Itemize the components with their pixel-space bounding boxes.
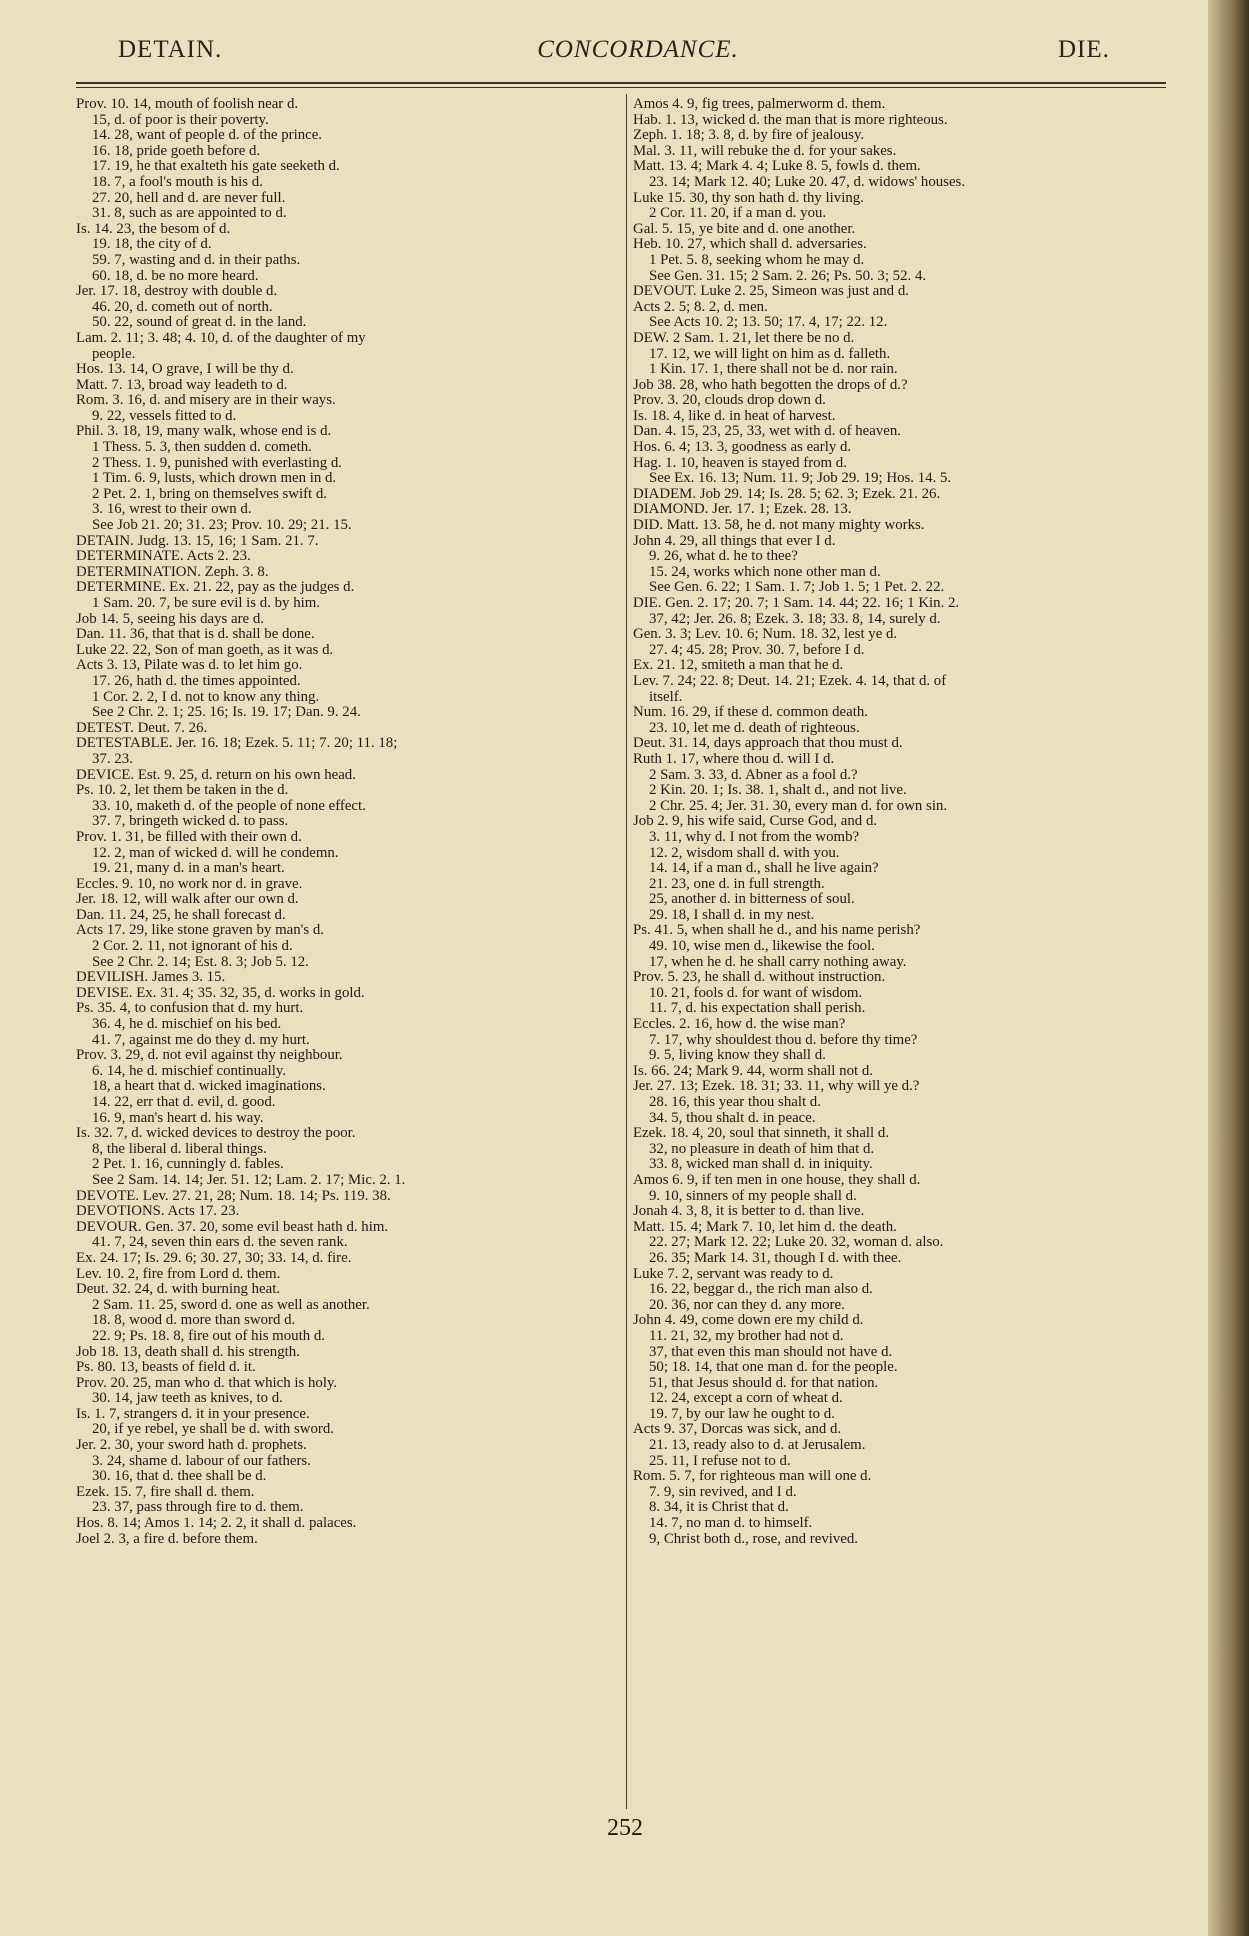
- entry-line: Mal. 3. 11, will rebuke the d. for your sakes.: [633, 143, 897, 159]
- entry-line: Prov. 10. 14, mouth of foolish near d.: [76, 97, 299, 112]
- entry-line: 11. 7, d. his expectation shall perish.: [649, 1001, 866, 1017]
- entry-line: Dan. 4. 15, 23, 25, 33, wet with d. of heaven.: [633, 424, 901, 440]
- entry-line: 2 Kin. 20. 1; Is. 38. 1, shalt d., and not live.: [649, 783, 907, 799]
- entry-line: 25, another d. in bitterness of soul.: [649, 892, 855, 908]
- entry-line: Deut. 31. 14, days approach that thou must d.: [633, 736, 903, 752]
- entry-line: Hos. 13. 14, O grave, I will be thy d.: [76, 362, 294, 378]
- entry-line: 8. 34, it is Christ that d.: [649, 1500, 789, 1516]
- entry-line: Num. 16. 29, if these d. common death.: [633, 705, 868, 721]
- entry-line: 14. 22, err that d. evil, d. good.: [92, 1095, 276, 1110]
- entry-line: 17, when he d. he shall carry nothing away.: [649, 954, 907, 970]
- entry-line: 41. 7, 24, seven thin ears d. the seven rank.: [92, 1235, 348, 1251]
- entry-line: Jer. 17. 18, destroy with double d.: [76, 284, 278, 300]
- entry-line: DETEST. Deut. 7. 26.: [76, 720, 208, 736]
- entry-line: 34. 5, thou shalt d. in peace.: [649, 1110, 816, 1126]
- entry-line: 29. 18, I shall d. in my nest.: [649, 907, 815, 923]
- entry-line: Ps. 41. 5, when shall he d., and his name perish?: [633, 923, 921, 939]
- entry-line: Eccles. 9. 10, no work nor d. in grave.: [76, 876, 303, 892]
- entry-line: 8, the liberal d. liberal things.: [92, 1141, 267, 1157]
- entry-line: Job 14. 5, seeing his days are d.: [76, 611, 264, 627]
- column-divider: [626, 94, 627, 1809]
- entry-line: DIAMOND. Jer. 17. 1; Ezek. 28. 13.: [633, 502, 852, 518]
- page-edge: [1208, 0, 1249, 1936]
- entry-line: 33. 8, wicked man shall d. in iniquity.: [649, 1157, 873, 1173]
- entry-line: 15, d. of poor is their poverty.: [92, 112, 269, 128]
- header-right: DIE.: [1058, 36, 1110, 63]
- entry-line: 1 Sam. 20. 7, be sure evil is d. by him.: [92, 596, 320, 611]
- entry-line: 3. 16, wrest to their own d.: [92, 502, 252, 518]
- entry-line: See Job 21. 20; 31. 23; Prov. 10. 29; 21. 15.: [92, 518, 352, 534]
- entry-line: 17. 19, he that exalteth his gate seeketh d.: [92, 159, 340, 175]
- entry-line: 7. 17, why shouldest thou d. before thy time?: [649, 1032, 918, 1048]
- entry-line: DIE. Gen. 2. 17; 20. 7; 1 Sam. 14. 44; 22. 16; 1 Kin. 2.: [633, 596, 960, 611]
- entry-line: 20, if ye rebel, ye shall be d. with sword.: [92, 1422, 334, 1438]
- entry-line: 27. 4; 45. 28; Prov. 30. 7, before I d.: [649, 642, 865, 658]
- entry-line: 37, that even this man should not have d.: [649, 1344, 893, 1360]
- entry-line: Matt. 15. 4; Mark 7. 10, let him d. the death.: [633, 1219, 897, 1235]
- entry-line: See 2 Chr. 2. 14; Est. 8. 3; Job 5. 12.: [92, 954, 309, 970]
- right-column: [633, 97, 1178, 1547]
- left-column: [76, 97, 621, 1547]
- entry-line: Hos. 6. 4; 13. 3, goodness as early d.: [633, 440, 852, 456]
- entry-line: 3. 24, shame d. labour of our fathers.: [92, 1453, 311, 1469]
- entry-line: DID. Matt. 13. 58, he d. not many mighty works.: [633, 518, 925, 534]
- entry-line: 12. 24, except a corn of wheat d.: [649, 1391, 843, 1407]
- entry-line: 28. 16, this year thou shalt d.: [649, 1095, 821, 1110]
- entry-line: 27. 20, hell and d. are never full.: [92, 190, 286, 206]
- entry-line: Luke 22. 22, Son of man goeth, as it was d.: [76, 642, 334, 658]
- entry-line: 12. 2, man of wicked d. will he condemn.: [92, 845, 339, 861]
- entry-line: 1 Cor. 2. 2, I d. not to know any thing.: [92, 689, 320, 705]
- entry-line: John 4. 49, come down ere my child d.: [633, 1313, 864, 1329]
- entry-line: 25. 11, I refuse not to d.: [649, 1453, 791, 1469]
- entry-line: 12. 2, wisdom shall d. with you.: [649, 845, 840, 861]
- entry-line: Gen. 3. 3; Lev. 10. 6; Num. 18. 32, lest ye d.: [633, 627, 898, 643]
- entry-line: Ps. 35. 4, to confusion that d. my hurt.: [76, 1001, 304, 1017]
- entry-line: Jer. 27. 13; Ezek. 18. 31; 33. 11, why will ye d.?: [633, 1079, 920, 1095]
- entry-line: Prov. 20. 25, man who d. that which is holy.: [76, 1375, 338, 1391]
- entry-line: 46. 20, d. cometh out of north.: [92, 299, 273, 315]
- entry-line: 41. 7, against me do they d. my hurt.: [92, 1032, 310, 1048]
- entry-line: Ps. 80. 13, beasts of field d. it.: [76, 1360, 256, 1376]
- entry-line: DEW. 2 Sam. 1. 21, let there be no d.: [633, 330, 855, 346]
- entry-line: Jonah 4. 3, 8, it is better to d. than live.: [633, 1204, 865, 1220]
- entry-line: Acts 9. 37, Dorcas was sick, and d.: [633, 1422, 842, 1438]
- entry-line: 9, Christ both d., rose, and revived.: [649, 1531, 859, 1547]
- entry-line: 19. 21, many d. in a man's heart.: [92, 861, 285, 877]
- entry-line: 9. 5, living know they shall d.: [649, 1048, 826, 1064]
- header-left: DETAIN.: [118, 36, 223, 63]
- entry-line: Is. 18. 4, like d. in heat of harvest.: [633, 408, 836, 424]
- entry-line: Luke 7. 2, servant was ready to d.: [633, 1266, 834, 1282]
- entry-line: Ezek. 18. 4, 20, soul that sinneth, it shall d.: [633, 1126, 890, 1142]
- entry-line: 36. 4, he d. mischief on his bed.: [92, 1017, 282, 1033]
- entry-line: 2 Sam. 11. 25, sword d. one as well as another.: [92, 1297, 370, 1313]
- entry-line: 9. 10, sinners of my people shall d.: [649, 1188, 857, 1204]
- entry-line: Acts 3. 13, Pilate was d. to let him go.: [76, 658, 303, 674]
- entry-line: 50; 18. 14, that one man d. for the people.: [649, 1360, 898, 1376]
- entry-line: Heb. 10. 27, which shall d. adversaries.: [633, 237, 867, 253]
- entry-line: Matt. 13. 4; Mark 4. 4; Luke 8. 5, fowls d. them.: [633, 159, 921, 175]
- entry-line: 2 Cor. 2. 11, not ignorant of his d.: [92, 939, 293, 955]
- entry-line: 14. 28, want of people d. of the prince.: [92, 128, 323, 144]
- entry-line: 26. 35; Mark 14. 31, though I d. with thee.: [649, 1250, 902, 1266]
- entry-line: Is. 1. 7, strangers d. it in your presence.: [76, 1406, 310, 1422]
- entry-line: Luke 15. 30, thy son hath d. thy living.: [633, 190, 864, 206]
- entry-line: Prov. 3. 29, d. not evil against thy neighbour.: [76, 1048, 343, 1064]
- entry-line: 18, a heart that d. wicked imaginations.: [92, 1079, 326, 1095]
- entry-line: Job 18. 13, death shall d. his strength.: [76, 1344, 300, 1360]
- entry-line: 23. 10, let me d. death of righteous.: [649, 720, 860, 736]
- entry-line: John 4. 29, all things that ever I d.: [633, 533, 836, 549]
- entry-line: 22. 9; Ps. 18. 8, fire out of his mouth d.: [92, 1328, 325, 1344]
- entry-line: DETAIN. Judg. 13. 15, 16; 1 Sam. 21. 7.: [76, 533, 319, 549]
- entry-line: Rom. 5. 7, for righteous man will one d.: [633, 1469, 872, 1485]
- entry-line: 15. 24, works which none other man d.: [649, 564, 881, 580]
- entry-line: 2 Chr. 25. 4; Jer. 31. 30, every man d. for own sin.: [649, 798, 948, 814]
- entry-line: Hos. 8. 14; Amos 1. 14; 2. 2, it shall d. palaces.: [76, 1516, 357, 1532]
- entry-line: 30. 16, that d. thee shall be d.: [92, 1469, 267, 1485]
- entry-line: Matt. 7. 13, broad way leadeth to d.: [76, 377, 288, 393]
- entry-line: Ps. 10. 2, let them be taken in the d.: [76, 783, 289, 799]
- entry-line: See 2 Sam. 14. 14; Jer. 51. 12; Lam. 2. 17; Mic. 2. 1.: [92, 1172, 406, 1188]
- entry-line: 2 Sam. 3. 33, d. Abner as a fool d.?: [649, 767, 858, 783]
- entry-line: See Acts 10. 2; 13. 50; 17. 4, 17; 22. 12.: [649, 315, 888, 331]
- entry-line: Prov. 1. 31, be filled with their own d.: [76, 829, 302, 845]
- entry-line: Acts 2. 5; 8. 2, d. men.: [633, 299, 768, 315]
- entry-line: 49. 10, wise men d., likewise the fool.: [649, 939, 875, 955]
- entry-line: 7. 9, sin revived, and I d.: [649, 1484, 797, 1500]
- entry-line: See 2 Chr. 2. 1; 25. 16; Is. 19. 17; Dan. 9. 24.: [92, 705, 361, 721]
- entry-line: 11. 21, 32, my brother had not d.: [649, 1328, 844, 1344]
- entry-line: 2 Thess. 1. 9, punished with everlasting d.: [92, 455, 342, 471]
- entry-line: Amos 4. 9, fig trees, palmerworm d. them.: [633, 97, 886, 112]
- entry-line: Lev. 10. 2, fire from Lord d. them.: [76, 1266, 281, 1282]
- entry-line: 16. 22, beggar d., the rich man also d.: [649, 1282, 873, 1298]
- entry-line: 21. 23, one d. in full strength.: [649, 876, 825, 892]
- entry-line: 2 Pet. 1. 16, cunningly d. fables.: [92, 1157, 284, 1173]
- entry-line: DEVOTIONS. Acts 17. 23.: [76, 1204, 240, 1220]
- entry-line: 20. 36, nor can they d. any more.: [649, 1297, 845, 1313]
- entry-line: Joel 2. 3, a fire d. before them.: [76, 1531, 258, 1547]
- entry-line: 10. 21, fools d. for want of wisdom.: [649, 985, 863, 1001]
- entry-line: 1 Pet. 5. 8, seeking whom he may d.: [649, 252, 865, 268]
- entry-line: 22. 27; Mark 12. 22; Luke 20. 32, woman d. also.: [649, 1235, 944, 1251]
- entry-line: Jer. 2. 30, your sword hath d. prophets.: [76, 1438, 307, 1454]
- entry-line: DEVOUR. Gen. 37. 20, some evil beast hath d. him.: [76, 1219, 389, 1235]
- entry-line: Job 2. 9, his wife said, Curse God, and d.: [633, 814, 878, 830]
- entry-line: DIADEM. Job 29. 14; Is. 28. 5; 62. 3; Ezek. 21. 26.: [633, 486, 941, 502]
- entry-line: 59. 7, wasting and d. in their paths.: [92, 252, 301, 268]
- entry-line: DETERMINATE. Acts 2. 23.: [76, 549, 251, 565]
- entry-line: Dan. 11. 24, 25, he shall forecast d.: [76, 907, 286, 923]
- entry-line: 19. 18, the city of d.: [92, 237, 212, 253]
- entry-line: Jer. 18. 12, will walk after our own d.: [76, 892, 299, 908]
- page-number: 252: [607, 1815, 643, 1841]
- entry-line: 51, that Jesus should d. for that nation.: [649, 1375, 879, 1391]
- entry-line: DEVILISH. James 3. 15.: [76, 970, 226, 986]
- entry-line: 6. 14, he d. mischief continually.: [92, 1063, 287, 1079]
- entry-line: Is. 32. 7, d. wicked devices to destroy the poor.: [76, 1126, 356, 1142]
- entry-line: Dan. 11. 36, that that is d. shall be done.: [76, 627, 315, 643]
- entry-line: DETERMINATION. Zeph. 3. 8.: [76, 564, 269, 580]
- entry-line: Gal. 5. 15, ye bite and d. one another.: [633, 221, 856, 237]
- entry-line: DEVICE. Est. 9. 25, d. return on his own head.: [76, 767, 356, 783]
- entry-line: 14. 14, if a man d., shall he live again?: [649, 861, 879, 877]
- entry-line: 37. 7, bringeth wicked d. to pass.: [92, 814, 289, 830]
- entry-line: Lev. 7. 24; 22. 8; Deut. 14. 21; Ezek. 4. 14, that d. of: [633, 673, 947, 689]
- header-center: CONCORDANCE.: [537, 36, 739, 63]
- entry-line: Lam. 2. 11; 3. 48; 4. 10, d. of the daughter of my: [76, 330, 366, 346]
- entry-line: See Gen. 31. 15; 2 Sam. 2. 26; Ps. 50. 3; 52. 4.: [649, 268, 927, 284]
- entry-line: 50. 22, sound of great d. in the land.: [92, 315, 307, 331]
- entry-line: 32, no pleasure in death of him that d.: [649, 1141, 875, 1157]
- entry-line: 2 Cor. 11. 20, if a man d. you.: [649, 206, 827, 222]
- entry-line: Deut. 32. 24, d. with burning heat.: [76, 1282, 281, 1298]
- entry-line: 33. 10, maketh d. of the people of none effect.: [92, 798, 366, 814]
- entry-line: itself.: [649, 689, 683, 705]
- entry-line: 16. 9, man's heart d. his way.: [92, 1110, 264, 1126]
- entry-line: DEVOTE. Lev. 27. 21, 28; Num. 18. 14; Ps. 119. 38.: [76, 1188, 391, 1204]
- entry-line: 3. 11, why d. I not from the womb?: [649, 829, 860, 845]
- entry-line: See Gen. 6. 22; 1 Sam. 1. 7; Job 1. 5; 1 Pet. 2. 22.: [649, 580, 945, 596]
- entry-line: 60. 18, d. be no more heard.: [92, 268, 259, 284]
- entry-line: 1 Tim. 6. 9, lusts, which drown men in d.: [92, 471, 337, 487]
- entry-line: 17. 12, we will light on him as d. falleth.: [649, 346, 891, 362]
- entry-line: 9. 22, vessels fitted to d.: [92, 408, 237, 424]
- entry-line: Eccles. 2. 16, how d. the wise man?: [633, 1017, 846, 1033]
- entry-line: Ex. 21. 12, smiteth a man that he d.: [633, 658, 844, 674]
- entry-line: Prov. 3. 20, clouds drop down d.: [633, 393, 826, 409]
- entry-line: 9. 26, what d. he to thee?: [649, 549, 798, 565]
- entry-line: Hag. 1. 10, heaven is stayed from d.: [633, 455, 847, 471]
- entry-line: DETESTABLE. Jer. 16. 18; Ezek. 5. 11; 7. 20; 11. 18;: [76, 736, 398, 752]
- header-rule: [76, 82, 1166, 84]
- entry-line: 1 Kin. 17. 1, there shall not be d. nor rain.: [649, 362, 898, 378]
- entry-line: DEVISE. Ex. 31. 4; 35. 32, 35, d. works in gold.: [76, 985, 365, 1001]
- entry-line: 31. 8, such as are appointed to d.: [92, 206, 287, 222]
- entry-line: Is. 66. 24; Mark 9. 44, worm shall not d.: [633, 1063, 873, 1079]
- entry-line: 21. 13, ready also to d. at Jerusalem.: [649, 1438, 866, 1454]
- entry-line: 16. 18, pride goeth before d.: [92, 143, 261, 159]
- entry-line: people.: [92, 346, 136, 362]
- entry-line: 2 Pet. 2. 1, bring on themselves swift d.: [92, 486, 328, 502]
- entry-line: DEVOUT. Luke 2. 25, Simeon was just and d.: [633, 284, 909, 300]
- entry-line: 14. 7, no man d. to himself.: [649, 1516, 813, 1532]
- header-rule-thin: [76, 87, 1166, 88]
- entry-line: 30. 14, jaw teeth as knives, to d.: [92, 1391, 283, 1407]
- entry-line: Zeph. 1. 18; 3. 8, d. by fire of jealousy.: [633, 128, 865, 144]
- entry-line: Ex. 24. 17; Is. 29. 6; 30. 27, 30; 33. 14, d. fire.: [76, 1250, 352, 1266]
- entry-line: 19. 7, by our law he ought to d.: [649, 1406, 835, 1422]
- entry-line: Amos 6. 9, if ten men in one house, they shall d.: [633, 1172, 921, 1188]
- entry-line: See Ex. 16. 13; Num. 11. 9; Job 29. 19; Hos. 14. 5.: [649, 471, 952, 487]
- entry-line: Phil. 3. 18, 19, many walk, whose end is d.: [76, 424, 332, 440]
- entry-line: 17. 26, hath d. the times appointed.: [92, 673, 301, 689]
- entry-line: Ruth 1. 17, where thou d. will I d.: [633, 751, 835, 767]
- entry-line: Is. 14. 23, the besom of d.: [76, 221, 231, 237]
- entry-line: Acts 17. 29, like stone graven by man's d.: [76, 923, 324, 939]
- entry-line: 37, 42; Jer. 26. 8; Ezek. 3. 18; 33. 8, 14, surely d.: [649, 611, 941, 627]
- entry-line: Prov. 5. 23, he shall d. without instruction.: [633, 970, 886, 986]
- entry-line: Rom. 3. 16, d. and misery are in their ways.: [76, 393, 336, 409]
- entry-line: Job 38. 28, who hath begotten the drops of d.?: [633, 377, 908, 393]
- entry-line: DETERMINE. Ex. 21. 22, pay as the judges d.: [76, 580, 355, 596]
- entry-line: Ezek. 15. 7, fire shall d. them.: [76, 1484, 255, 1500]
- entry-line: 18. 8, wood d. more than sword d.: [92, 1313, 296, 1329]
- entry-line: 1 Thess. 5. 3, then sudden d. cometh.: [92, 440, 312, 456]
- entry-line: 18. 7, a fool's mouth is his d.: [92, 174, 263, 190]
- entry-line: 23. 14; Mark 12. 40; Luke 20. 47, d. widows' houses.: [649, 174, 966, 190]
- entry-line: 37. 23.: [92, 751, 133, 767]
- entry-line: 23. 37, pass through fire to d. them.: [92, 1500, 304, 1516]
- entry-line: Hab. 1. 13, wicked d. the man that is more righteous.: [633, 112, 948, 128]
